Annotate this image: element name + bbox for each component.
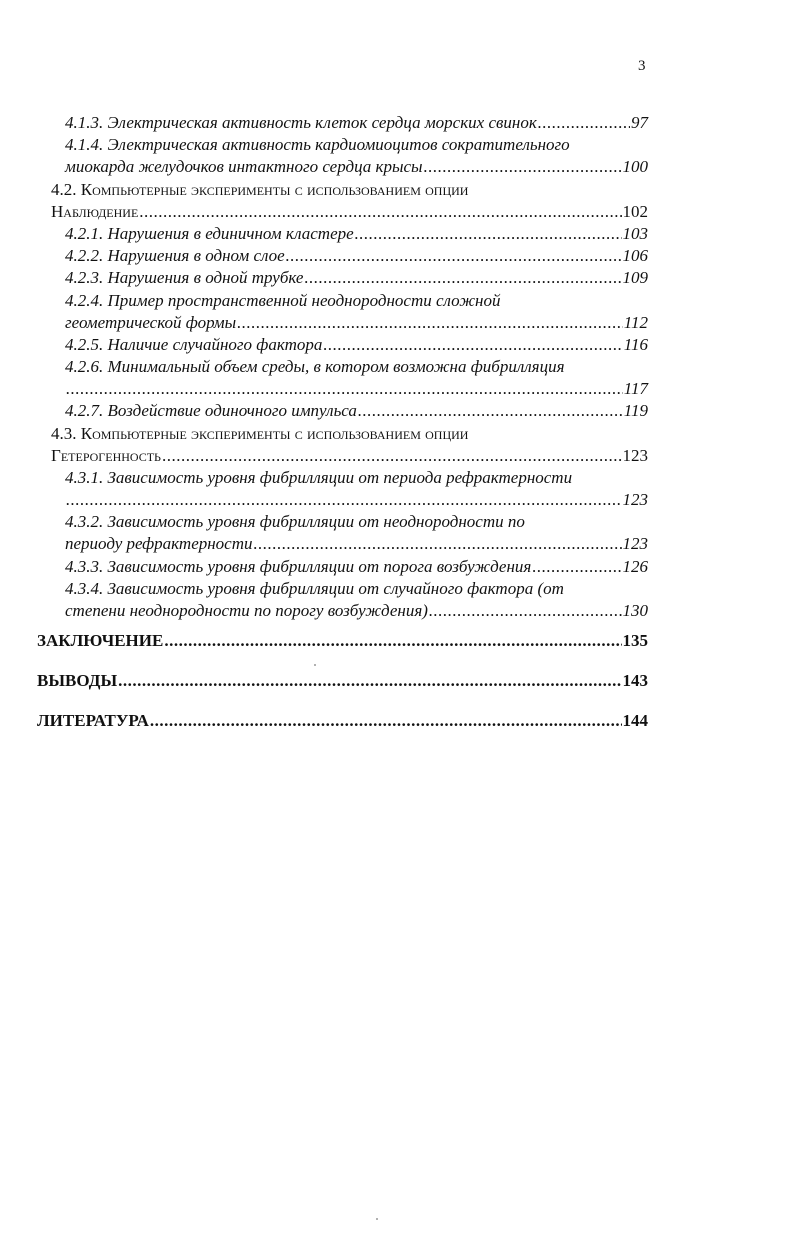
toc-entry-4-2-3 [65,267,648,289]
toc-entry-title: ЗАКЛЮЧЕНИЕ [37,631,164,650]
toc-entry-4-2-6a [65,356,648,378]
toc-entry-4-3-2b [65,533,648,555]
toc-entry-4-2a [51,179,648,201]
dot-leader [424,156,622,178]
toc-entry-title: ВЫВОДЫ [37,671,118,690]
toc-entry-title: 4.3.1. Зависимость уровня фибрилляции от периода рефрактерности [65,468,573,487]
toc-entry-title: степени неоднородности по порогу возбуждения) [65,601,428,620]
toc-entry-4-2-4b [65,312,648,334]
dot-leader [355,223,622,245]
dot-leader [139,201,621,223]
dot-leader [304,267,621,289]
dot-leader [118,670,621,692]
toc-entry-title: 4.2.4. Пример пространственной неоднородности сложной [65,291,501,310]
toc-page-number: 126 [622,557,648,576]
dot-leader [162,445,622,467]
toc-page-number: 116 [623,335,648,354]
toc-page-number: 117 [623,379,648,398]
toc-entry-4-2-7 [65,400,648,422]
toc-page-number: 112 [623,313,648,332]
scan-speck [314,664,316,666]
toc-entry-4-2-5 [65,334,648,356]
dot-leader [532,556,621,578]
dot-leader [538,112,630,134]
toc-page-number: 144 [622,711,648,730]
toc-entry-4-1-3 [65,112,648,134]
toc-page-number: 123 [622,534,648,553]
dot-leader [164,630,621,652]
toc-entry-4-3-2a [65,511,648,533]
toc-entry-title: 4.1.3. Электрическая активность клеток сердца морских свинок [65,113,537,132]
toc-page-number: 102 [622,202,648,221]
toc-entry-4-3b [51,445,648,467]
toc-entry-title: 4.2.1. Нарушения в единичном кластере [65,224,354,243]
dot-leader [237,312,623,334]
toc-entry-4-3-3 [65,556,648,578]
toc-entry-title: 4.2.7. Воздействие одиночного импульса [65,401,357,420]
scan-speck [376,1218,378,1220]
toc-page-number: 135 [622,631,648,650]
toc-entry-title: Наблюдение [51,202,139,221]
toc-page-number: 130 [622,601,648,620]
toc-page-number: 123 [622,446,648,465]
page-number: 3 [638,58,646,74]
toc-entry-4-3a [51,423,648,445]
toc-page-number: 109 [622,268,648,287]
toc-entry-4-2b [51,201,648,223]
dot-leader [66,378,623,400]
dot-leader [358,400,623,422]
toc-entry-4-1-4a [65,134,648,156]
toc-entry-4-3-4a [65,578,648,600]
toc-entry-4-2-4a [65,290,648,312]
toc-entry-title: 4.2.6. Минимальный объем среды, в котором возможна фибрилляция [65,357,565,376]
toc-entry-4-2-1 [65,223,648,245]
toc-entry-title: 4.2.3. Нарушения в одной трубке [65,268,304,287]
toc-page-number: 123 [622,490,648,509]
toc-page-number: 106 [622,246,648,265]
toc-page-number: 97 [631,113,648,132]
toc-entry-literature [37,710,648,732]
dot-leader [150,710,622,732]
toc-entry-title: 4.3.3. Зависимость уровня фибрилляции от порога возбуждения [65,557,532,576]
toc-entry-4-1-4b [65,156,648,178]
toc-entry-conclusion [37,630,648,652]
toc-entry-title: 4.3.4. Зависимость уровня фибрилляции от случайного фактора (от [65,579,564,598]
toc-entry-findings [37,670,648,692]
toc-entry-title: Гетерогенность [51,446,161,465]
dot-leader [66,489,622,511]
toc-entry-title: ЛИТЕРАТУРА [37,711,149,730]
dot-leader [254,533,622,555]
toc-entry-4-2-2 [65,245,648,267]
toc-entry-title: геометрической формы [65,313,237,332]
toc-entry-title: периоду рефрактерности [65,534,253,553]
toc-entry-title: 4.3.2. Зависимость уровня фибрилляции от неоднородности по [65,512,525,531]
toc-page-number: 103 [622,224,648,243]
dot-leader [286,245,622,267]
toc-entry-4-3-1a [65,467,648,489]
toc-entry-title: 4.2.2. Нарушения в одном слое [65,246,285,265]
toc-entry-title: 4.1.4. Электрическая активность кардиомиоцитов сократительного [65,135,570,154]
toc-entry-title: миокарда желудочков интактного сердца крысы [65,157,423,176]
toc-page-number: 100 [622,157,648,176]
toc-entry-4-3-1b [65,489,648,511]
dot-leader [429,600,622,622]
toc-entry-title: 4.3. Компьютерные эксперименты с использованием опции [51,424,469,443]
toc-entry-title: 4.2.5. Наличие случайного фактора [65,335,323,354]
toc-page-number: 143 [622,671,648,690]
toc-page-number: 119 [623,401,648,420]
dot-leader [323,334,622,356]
toc-entry-title: 4.2. Компьютерные эксперименты с использованием опции [51,180,469,199]
toc-entry-4-3-4b [65,600,648,622]
toc-entry-4-2-6b [65,378,648,400]
